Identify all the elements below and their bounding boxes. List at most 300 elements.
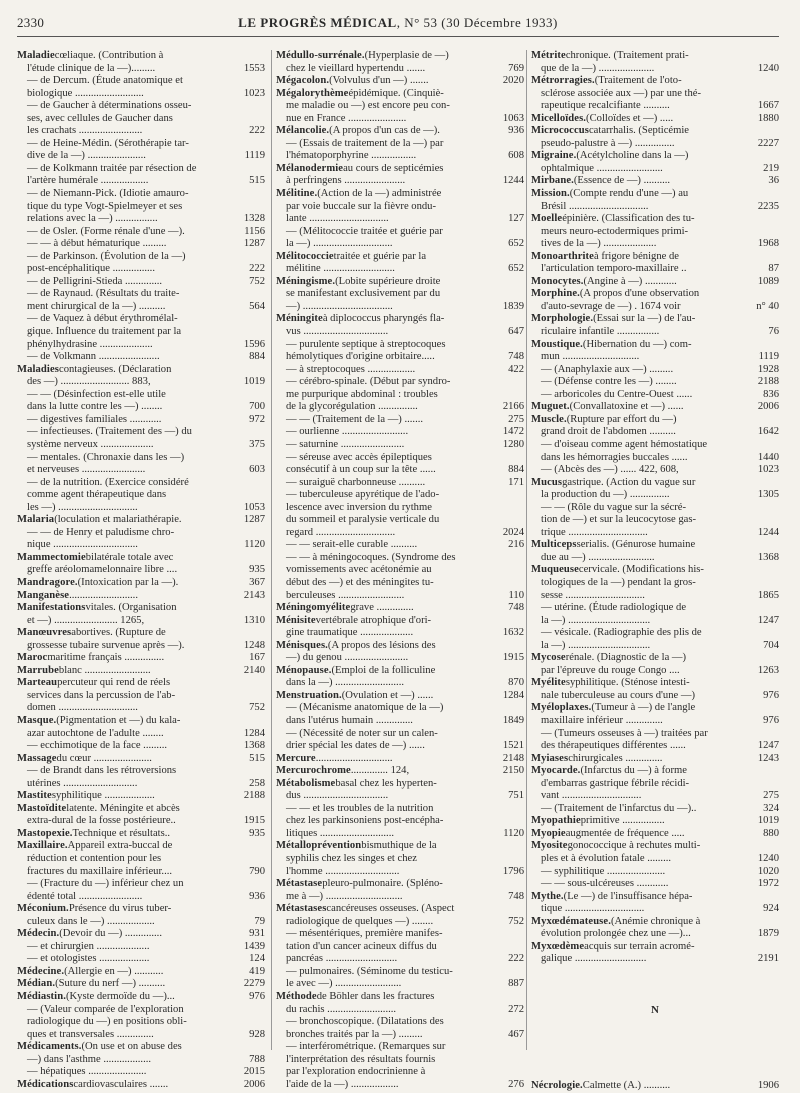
entry-text: — tuberculeuse apyrétique de l'ado- — [286, 489, 440, 501]
index-entry-line — [17, 125, 265, 138]
index-entry-line — [276, 452, 524, 465]
index-entry-line — [531, 426, 779, 439]
page-reference: 1247 — [757, 614, 779, 626]
entry-text: — (Valeur comparée de l'exploration — [27, 1003, 184, 1015]
entry-text: — — et les troubles de la nutrition — [286, 802, 434, 814]
index-entry-line — [17, 263, 265, 276]
entry-text: .......................... — [69, 589, 138, 601]
entry-text: — infectieuses. (Traitement des —) du — [27, 426, 192, 438]
index-entry-line — [17, 351, 265, 364]
page-reference: 1284 — [243, 727, 265, 739]
index-entry-line — [531, 238, 779, 251]
index-entry-line — [17, 577, 265, 590]
index-entry-line — [276, 690, 524, 703]
index-entry-line — [531, 828, 779, 841]
index-entry-line — [276, 941, 524, 954]
entry-text: — de Niemann-Pick. (Idiotie amauro- — [27, 188, 189, 200]
entry-text: (A propos d'un cas de —). — [329, 125, 440, 137]
headword: Mucus — [531, 476, 563, 488]
entry-text: d'embarras gastrique fébrile récidi- — [541, 777, 690, 789]
page-reference: 422 — [508, 363, 524, 375]
page-reference: 2188 — [757, 376, 779, 388]
entry-text: relations avec la —) ................ — [27, 213, 158, 225]
headword: Multiceps — [531, 539, 577, 551]
entry-text: galique ........................... — [541, 953, 647, 965]
index-entry-line — [276, 715, 524, 728]
page-reference: 1244 — [757, 526, 779, 538]
page-reference: 1263 — [757, 664, 779, 676]
headword: Métalloprévention — [276, 840, 362, 852]
entry-text: (loculation et malariathérapie. — [54, 514, 182, 526]
page-reference: 127 — [508, 213, 524, 225]
entry-text: ment chirurgical de la —) .......... — [27, 300, 166, 312]
index-entry-line — [17, 100, 265, 113]
page-reference: 1019 — [757, 815, 779, 827]
entry-text: — (Nécessité de noter sur un calen- — [286, 727, 438, 739]
entry-text: (On use et on abuse des — [81, 1041, 182, 1053]
page-reference: 222 — [508, 953, 524, 965]
page-reference: 515 — [249, 175, 265, 187]
entry-text: (Lobite supérieure droite — [335, 275, 441, 287]
page-reference: 704 — [763, 639, 779, 651]
entry-text: réduction et contention pour les — [27, 853, 162, 864]
entry-text: gine traumatique .................... — [286, 627, 414, 639]
index-entry-line — [531, 790, 779, 803]
index-entry-line — [17, 1079, 265, 1092]
page-reference: 870 — [508, 677, 524, 689]
entry-text: d'auto-sevrage de —) . 1674 voir — [541, 300, 681, 312]
index-entry-line — [531, 878, 779, 891]
headword: Morphine. — [531, 288, 580, 300]
page-reference: 935 — [249, 827, 265, 839]
entry-text: l'interprétation des résultats fournis — [286, 1053, 436, 1065]
entry-text: — pulmonaires. (Séminome du testicu- — [286, 965, 453, 977]
index-entry-line — [17, 401, 265, 414]
entry-text: (Rupture par effort du —) — [566, 413, 677, 425]
index-entry-line — [17, 690, 265, 703]
index-entry-line — [17, 389, 265, 402]
entry-text: cervicale. (Modifications his- — [578, 564, 704, 576]
entry-text: — d'oiseau comme agent hémostatique — [541, 438, 708, 450]
index-entry-line — [276, 238, 524, 251]
index-entry-line — [276, 615, 524, 628]
index-entry-line — [276, 803, 524, 816]
page-reference: 2227 — [757, 137, 779, 149]
index-entry-line — [531, 577, 779, 590]
entry-text: et —) ........................ 1265, — [27, 614, 145, 626]
entry-text: l'artère humérale .................. — [27, 175, 149, 187]
page-reference: 1247 — [757, 740, 779, 752]
index-entry-line — [17, 439, 265, 452]
index-entry-line — [531, 339, 779, 352]
headword: Micelloïdes. — [531, 112, 587, 124]
page-reference: 647 — [508, 326, 524, 338]
index-entry-line — [531, 263, 779, 276]
entry-text: — de Heine-Médin. (Sérothérapie tar- — [27, 137, 189, 149]
entry-text: drier spécial les dates de —) ...... — [286, 740, 425, 752]
index-entry-line — [17, 175, 265, 188]
page-reference: 124 — [249, 953, 265, 965]
page-reference: 171 — [508, 476, 524, 488]
entry-text: — (Abcès des —) ...... 422, 608, — [541, 464, 679, 476]
headword: Médecin. — [17, 928, 60, 940]
entry-text: par voie buccale sur la fièvre ondu- — [286, 200, 437, 212]
index-entry-line — [531, 803, 779, 816]
entry-text: sclérose associée aux —) par une thé- — [541, 87, 702, 99]
entry-text: mélitine ........................... — [286, 263, 395, 275]
headword: Médications — [17, 1078, 74, 1090]
page-reference: 167 — [249, 652, 265, 664]
page-reference: 1287 — [243, 238, 265, 250]
index-entry-line — [531, 401, 779, 414]
page-reference: 752 — [249, 275, 265, 287]
headword: Mercurochrome — [276, 765, 351, 777]
index-entry-line — [17, 978, 265, 991]
index-entry-line — [276, 201, 524, 214]
headword: Maladies — [17, 363, 59, 375]
entry-text: serialis. (Génurose humaine — [576, 539, 696, 551]
entry-text: tation d'un cancer acineux diffus du — [286, 940, 437, 952]
entry-text: — hépatiques ...................... — [27, 1066, 147, 1078]
index-entry-line — [17, 602, 265, 615]
entry-text: (Hyperplasie de —) — [364, 50, 449, 61]
index-entry-line — [276, 740, 524, 753]
page-reference: 1240 — [757, 62, 779, 74]
entry-text: (Acétylcholine dans la —) — [576, 150, 689, 162]
index-entry-line — [276, 1041, 524, 1054]
index-entry-line — [531, 590, 779, 603]
page-reference: 1632 — [502, 627, 524, 639]
index-entry-line — [276, 125, 524, 138]
index-entry-line — [531, 502, 779, 515]
headword: Médullo-surrénale. — [276, 50, 365, 61]
index-entry-line — [17, 502, 265, 515]
page-reference: 603 — [249, 464, 265, 476]
page-reference: 1119 — [758, 351, 779, 363]
index-entry-line — [531, 514, 779, 527]
entry-text: (Infarctus du —) à forme — [580, 765, 687, 777]
entry-text: des thérapeutiques différentes ...... — [541, 740, 686, 752]
index-entry-line — [17, 815, 265, 828]
index-entry-line — [276, 351, 524, 364]
entry-text: dans l'utérus humain .............. — [286, 714, 413, 726]
page-number: 2330 — [17, 15, 45, 30]
headword: Nécrologie. — [531, 1080, 583, 1092]
index-entry-line — [276, 527, 524, 540]
entry-text: — — à début hématurique ......... — [27, 238, 167, 250]
page-reference: 1305 — [757, 489, 779, 501]
index-entry-line — [276, 489, 524, 502]
index-entry-line — [531, 175, 779, 188]
index-entry-line — [276, 502, 524, 515]
entry-text: — bronchoscopique. (Dilatations des — [286, 1016, 444, 1028]
page-reference: 110 — [508, 589, 524, 601]
headword: Ménisite — [276, 614, 316, 626]
entry-text: (Allergie en —) ........... — [64, 965, 164, 977]
page-reference: 924 — [763, 903, 779, 915]
index-entry-line — [531, 138, 779, 151]
index-entry-line — [276, 339, 524, 352]
page-reference: 1368 — [757, 551, 779, 563]
index-entry-line — [276, 138, 524, 151]
index-entry-line — [276, 1029, 524, 1042]
headword: Migraine. — [531, 150, 577, 162]
index-entry-line — [17, 728, 265, 741]
index-entry-line — [276, 677, 524, 690]
page-reference: 936 — [249, 890, 265, 902]
running-header — [17, 15, 779, 35]
page-reference: 1280 — [502, 438, 524, 450]
headword: Mélitococcie — [276, 250, 334, 262]
entry-text: rénale. (Diagnostic de la —) — [565, 652, 687, 664]
entry-text: — de Volkmann ....................... — [27, 351, 160, 363]
index-entry-line — [17, 301, 265, 314]
section-spacer — [531, 1016, 779, 1080]
page-reference: 1368 — [243, 740, 265, 752]
page-reference: 1248 — [243, 639, 265, 651]
index-entry-line — [531, 364, 779, 377]
page-reference: 1156 — [244, 225, 265, 237]
entry-text: abortives. (Rupture de — [71, 627, 166, 639]
entry-text: — de Vaquez à début érythromélal- — [27, 313, 178, 325]
index-entry-line — [17, 414, 265, 427]
page-reference: 2006 — [243, 1078, 265, 1090]
index-entry-line — [276, 401, 524, 414]
entry-text: utérines ............................ — [27, 777, 138, 789]
index-entry-line — [17, 1029, 265, 1042]
entry-text: — séreuse avec accès épileptiques — [286, 451, 432, 463]
headword: Menstruation. — [276, 689, 342, 701]
headword: Mandragore. — [17, 576, 78, 588]
headword: Muguet. — [531, 401, 570, 413]
page-reference: 222 — [249, 263, 265, 275]
entry-text: Appareil extra-buccal de — [67, 840, 173, 852]
headword: Méningomyélite — [276, 602, 351, 614]
entry-text: — de Pelligrini-Stieda .............. — [27, 275, 163, 287]
page-reference: 1020 — [757, 865, 779, 877]
page-reference: 1865 — [757, 589, 779, 601]
entry-text: tique du type Vogt-Spielmeyer et ses — [27, 200, 183, 212]
index-entry-line — [531, 452, 779, 465]
headword: Myélite — [531, 677, 566, 689]
page-reference: 2006 — [757, 401, 779, 413]
index-column-3 — [531, 50, 779, 1092]
index-entry-line — [531, 728, 779, 741]
index-entry-line — [17, 150, 265, 163]
entry-text: (Kyste dermoïde du —)... — [65, 991, 175, 1003]
entry-text: bismuthique de la — [361, 840, 437, 852]
entry-text: contagieuses. (Déclaration — [59, 363, 172, 375]
index-entry-line — [17, 790, 265, 803]
entry-text: — mentales. (Chronaxie dans les —) — [27, 451, 185, 463]
headword: Manœuvres — [17, 627, 72, 639]
entry-text: dans les hémorragies buccales ...... — [541, 451, 688, 463]
page-reference: 2188 — [243, 790, 265, 802]
index-entry-line — [17, 238, 265, 251]
headword: Masque. — [17, 714, 57, 726]
headword: Myéloplaxes. — [531, 702, 592, 714]
page-reference: 1439 — [243, 940, 265, 952]
page-reference: 608 — [508, 150, 524, 162]
entry-text: litiques ............................ — [286, 827, 394, 839]
entry-text: (A propos des lésions des — [327, 639, 436, 651]
index-entry-line — [276, 88, 524, 101]
page-reference: 1968 — [757, 238, 779, 250]
entry-text: — — de Henry et paludisme chro- — [27, 526, 175, 538]
index-entry-line — [276, 665, 524, 678]
index-entry-line — [531, 63, 779, 76]
index-entry-line — [276, 765, 524, 778]
page-reference: 1521 — [502, 740, 524, 752]
index-entry-line — [17, 778, 265, 791]
index-entry-line — [276, 866, 524, 879]
entry-text: vertébrale atrophique d'ori- — [315, 614, 432, 626]
entry-text: (Ovulation et —) ...... — [341, 689, 434, 701]
index-entry-line — [17, 615, 265, 628]
entry-text: ses, avec cellules de Gaucher dans — [27, 112, 173, 124]
entry-text: radiologique de quelques —) ........ — [286, 915, 434, 927]
page-reference: 1915 — [502, 652, 524, 664]
index-entry-line — [531, 439, 779, 452]
entry-text: syphilis chez les singes et chez — [286, 853, 417, 864]
index-entry-line — [531, 778, 779, 791]
page-reference: 976 — [763, 689, 779, 701]
headword: Manganèse — [17, 589, 70, 601]
index-entry-line — [17, 891, 265, 904]
entry-text: sesse .............................. — [541, 589, 645, 601]
entry-text: cœliaque. (Contribution à — [54, 50, 164, 61]
page-reference: 1120 — [244, 539, 265, 551]
index-entry-line — [276, 464, 524, 477]
index-entry-line — [17, 878, 265, 891]
entry-text: phénylhydrasine .................... — [27, 338, 153, 350]
entry-text: culeux dans le —) .................. — [27, 915, 155, 927]
entry-text: —) dans l'asthme .................. — [27, 1053, 152, 1065]
entry-text: — suraiguë charbonneuse .......... — [286, 476, 426, 488]
page-reference: 935 — [249, 564, 265, 576]
headword: Myocarde. — [531, 765, 581, 777]
page-reference: 751 — [508, 790, 524, 802]
index-entry-line — [531, 477, 779, 490]
page-reference: 87 — [768, 263, 779, 275]
index-column-1 — [17, 50, 265, 1090]
page-reference: 1879 — [757, 928, 779, 940]
headword: Moustique. — [531, 338, 583, 350]
index-entry-line — [17, 866, 265, 879]
entry-text: latente. Méningite et abcès — [66, 802, 180, 814]
index-entry-line — [276, 815, 524, 828]
index-entry-line — [531, 552, 779, 565]
index-entry-line — [17, 113, 265, 126]
entry-text: dans la lutte contre les —) ........ — [27, 401, 163, 413]
headword: Monoarthrite — [531, 250, 594, 262]
headword: Morphologie. — [531, 313, 594, 325]
entry-text: vitales. (Organisation — [85, 602, 177, 614]
index-entry-line — [276, 627, 524, 640]
entry-text: épinière. (Classification des tu- — [562, 213, 695, 225]
page-reference: 375 — [249, 438, 265, 450]
entry-text: .............. 124, — [350, 765, 410, 777]
entry-text: azar autochtone de l'adulte ........ — [27, 727, 164, 739]
index-entry-line — [17, 916, 265, 929]
headword: Métabolisme — [276, 777, 336, 789]
entry-text: me maladie ou —) est encore peu con- — [286, 100, 450, 112]
index-entry-line — [17, 1054, 265, 1067]
entry-text: —) du genou ........................ — [286, 652, 409, 664]
index-entry-line — [276, 226, 524, 239]
headword: Myxœdème — [531, 940, 585, 952]
entry-text: et nerveuses ........................ — [27, 464, 146, 476]
entry-text: (Convallatoxine et —) ...... — [569, 401, 684, 413]
entry-text: — saturnine ........................ — [286, 438, 405, 450]
page-reference: 1063 — [502, 112, 524, 124]
page-reference: 1053 — [243, 501, 265, 513]
index-entry-line — [531, 226, 779, 239]
entry-text: — — (Traitement de la —) ....... — [286, 413, 424, 425]
entry-text: tives de la —) .................... — [541, 238, 657, 250]
entry-text: chronique. (Traitement prati- — [565, 50, 689, 61]
issue-info: , N° 53 (30 Décembre 1933) — [396, 15, 558, 30]
headword: Mammectomie — [17, 551, 86, 563]
headword: Mélitine. — [276, 188, 318, 200]
entry-text: — syphilitique ...................... — [541, 865, 666, 877]
page-reference: 1089 — [757, 275, 779, 287]
index-entry-line — [531, 414, 779, 427]
entry-text: de Böhler dans les fractures — [316, 991, 435, 1003]
headword: Mastoïdite — [17, 802, 67, 814]
index-entry-line — [17, 953, 265, 966]
entry-text: — (Traitement de l'infarctus du —).. — [541, 802, 697, 814]
entry-text: (Colloïdes et —) ..... — [586, 112, 674, 124]
index-entry-line — [531, 677, 779, 690]
page-reference: 752 — [508, 915, 524, 927]
headword: Myxœdémateuse. — [531, 915, 611, 927]
page-reference: 752 — [249, 702, 265, 714]
index-entry-line — [17, 1016, 265, 1029]
headword: Mycose — [531, 652, 566, 664]
page-reference: 36 — [768, 175, 779, 187]
page-reference: 884 — [508, 464, 524, 476]
entry-text: comme agent thérapeutique dans — [27, 489, 167, 501]
headword: Mercure — [276, 752, 316, 764]
index-entry-line — [17, 803, 265, 816]
entry-text: — et chirurgien .................... — [27, 940, 150, 952]
entry-text: par l'exploration endocrinienne à — [286, 1066, 426, 1078]
page-reference: 2279 — [243, 978, 265, 990]
entry-text: — de la nutrition. (Exercice considéré — [27, 476, 189, 488]
index-entry-line — [531, 903, 779, 916]
page-reference: 1880 — [757, 112, 779, 124]
index-column-2 — [276, 50, 524, 1090]
entry-text: — purulente septique à streptocoques — [286, 338, 446, 350]
entry-text: grave .............. — [350, 602, 414, 614]
entry-text: gique. Influence du traitement par la — [27, 326, 182, 338]
headword: Massage — [17, 752, 57, 764]
index-entry-line — [17, 452, 265, 465]
headword: Muqueuse — [531, 564, 579, 576]
headword: Mastite — [17, 790, 52, 802]
entry-text: l'aide de la —) .................. — [286, 1078, 399, 1090]
index-entry-line — [276, 301, 524, 314]
entry-text: syphilitique ................... — [51, 790, 155, 802]
index-entry-line — [17, 1041, 265, 1054]
index-entry-line — [531, 163, 779, 176]
index-entry-line — [17, 426, 265, 439]
entry-text: (Emploi de la folliculine — [331, 664, 436, 676]
headword: Médian. — [17, 978, 56, 990]
headword: Ménisques. — [276, 639, 328, 651]
page-reference: 936 — [508, 125, 524, 137]
